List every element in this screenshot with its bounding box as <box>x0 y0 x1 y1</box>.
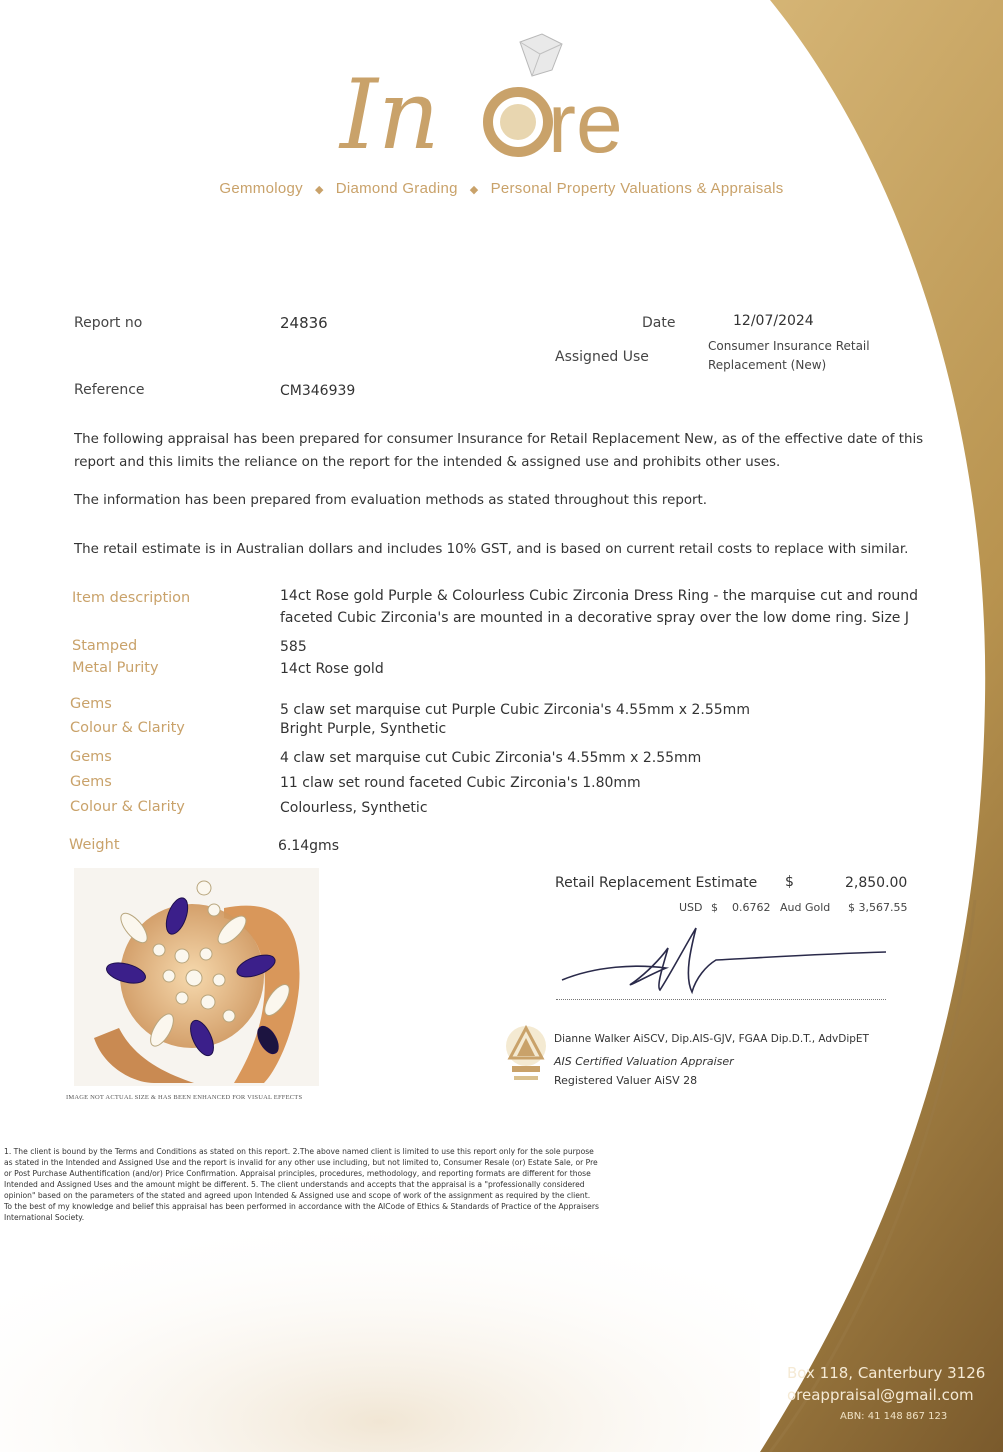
item-description-line2: faceted Cubic Zirconia's are mounted in a decorative spray over the low dome ring. Size J <box>280 610 909 626</box>
colour-clarity-value-2: Colourless, Synthetic <box>280 800 428 816</box>
appraiser-name: Dianne Walker AiSCV, Dip.AIS-GJV, FGAA Dip.D.T., AdvDipET <box>554 1033 869 1045</box>
usd-rate: 0.6762 <box>732 901 771 914</box>
currency-paragraph: The retail estimate is in Australian dollars and includes 10% GST, and is based on current retail costs to replace with similar. <box>74 542 909 557</box>
svg-text:In: In <box>340 59 440 170</box>
terms-line: Intended and Assigned Uses and the amount might be different. 5. The client understands and accepts that the appraisal is a "professionally considered <box>4 1180 585 1189</box>
assigned-use-line1: Consumer Insurance Retail <box>708 339 870 353</box>
aud-gold-label: Aud Gold <box>780 901 831 914</box>
terms-line: as stated in the Intended and Assigned Use and the report is invalid for any other use including, but not limited to, Consumer Resale (or) Estate Sale, or Pre <box>4 1158 598 1167</box>
assigned-use-label: Assigned Use <box>555 349 649 365</box>
gems-value-2: 4 claw set marquise cut Cubic Zirconia's 4.55mm x 2.55mm <box>280 750 702 766</box>
colour-clarity-label-2: Colour & Clarity <box>70 799 185 815</box>
colour-clarity-value-1: Bright Purple, Synthetic <box>280 721 447 737</box>
terms-line: or Post Purchase Authentification (and/or) Price Confirmation. Appraisal principles, procedures, methodology, and reporting formats are different for those <box>4 1169 591 1178</box>
signature-line <box>556 999 886 1000</box>
svg-text:re: re <box>548 76 623 170</box>
metal-purity-value: 14ct Rose gold <box>280 661 384 677</box>
estimate-label: Retail Replacement Estimate <box>555 875 758 891</box>
footer-email[interactable]: oreappraisal@gmail.com <box>787 1386 974 1404</box>
report-no: 24836 <box>280 314 328 332</box>
gems-value-3: 11 claw set round faceted Cubic Zirconia's 1.80mm <box>280 775 641 791</box>
terms-line: To the best of my knowledge and belief this appraisal has been performed in accordance with the AICode of Ethics & Standards of Practice of the Appraisers <box>4 1202 599 1211</box>
item-description-line1: 14ct Rose gold Purple & Colourless Cubic Zirconia Dress Ring - the marquise cut and round <box>280 588 919 604</box>
image-caption: IMAGE NOT ACTUAL SIZE & HAS BEEN ENHANCED FOR VISUAL EFFECTS <box>66 1094 303 1101</box>
ring-illustration <box>74 868 319 1086</box>
gems-label-3: Gems <box>70 774 112 790</box>
diamond-separator-icon: ◆ <box>469 184 479 196</box>
appraiser-signature <box>556 918 896 998</box>
terms-block <box>4 1146 764 1223</box>
terms-line: opinion" based on the parameters of the stated and agreed upon Intended & Assigned use and scope of work of the assignment as required by the client. <box>4 1191 591 1200</box>
estimate-value: 2,850.00 <box>845 875 908 891</box>
tagline <box>0 180 1003 197</box>
stamped-value: 585 <box>280 639 307 655</box>
gems-label-1: Gems <box>70 696 112 712</box>
logo-mark <box>330 30 670 170</box>
metal-purity-label: Metal Purity <box>72 660 159 676</box>
tagline-diamond-grading: Diamond Grading <box>335 180 458 197</box>
ring-photo <box>74 868 319 1086</box>
intro-paragraph-line2: report and this limits the reliance on the report for the intended & assigned use and prohibits other uses. <box>74 455 781 470</box>
aud-gold-value: $ 3,567.55 <box>848 901 908 914</box>
inore-logo <box>330 30 670 170</box>
appraiser-registration: Registered Valuer AiSV 28 <box>554 1074 698 1087</box>
stamped-label: Stamped <box>72 638 138 654</box>
usd-symbol: $ <box>711 901 718 914</box>
colour-clarity-label-1: Colour & Clarity <box>70 720 185 736</box>
item-description-label: Item description <box>72 590 191 606</box>
reference-value: CM346939 <box>280 383 356 399</box>
ais-badge-icon <box>504 1022 548 1084</box>
estimate-currency: $ <box>785 874 794 890</box>
methods-paragraph: The information has been prepared from evaluation methods as stated throughout this report. <box>74 493 708 508</box>
usd-label: USD <box>679 901 703 914</box>
report-no-label: Report no <box>74 315 143 331</box>
footer-abn: ABN: 41 148 867 123 <box>840 1411 948 1422</box>
appraiser-title: AIS Certified Valuation Appraiser <box>554 1055 734 1068</box>
terms-line: 1. The client is bound by the Terms and Conditions as stated on this report. 2.The above named client is limited to use this report only for the sole purpose <box>4 1147 594 1156</box>
date-label: Date <box>642 315 676 331</box>
gems-label-2: Gems <box>70 749 112 765</box>
diamond-separator-icon: ◆ <box>314 184 324 196</box>
intro-paragraph-line1: The following appraisal has been prepared for consumer Insurance for Retail Replacement New, as of the effective date of this <box>74 432 924 447</box>
terms-line: International Society. <box>4 1213 85 1222</box>
tagline-valuations: Personal Property Valuations & Appraisals <box>490 180 784 197</box>
gems-value-1: 5 claw set marquise cut Purple Cubic Zirconia's 4.55mm x 2.55mm <box>280 702 750 718</box>
weight-value: 6.14gms <box>278 838 339 854</box>
weight-label: Weight <box>69 837 120 853</box>
report-date: 12/07/2024 <box>733 313 814 329</box>
tagline-gemmology: Gemmology <box>219 180 303 197</box>
footer-address: Box 118, Canterbury 3126 <box>787 1364 986 1382</box>
assigned-use-line2: Replacement (New) <box>708 358 827 372</box>
reference-label: Reference <box>74 382 145 398</box>
